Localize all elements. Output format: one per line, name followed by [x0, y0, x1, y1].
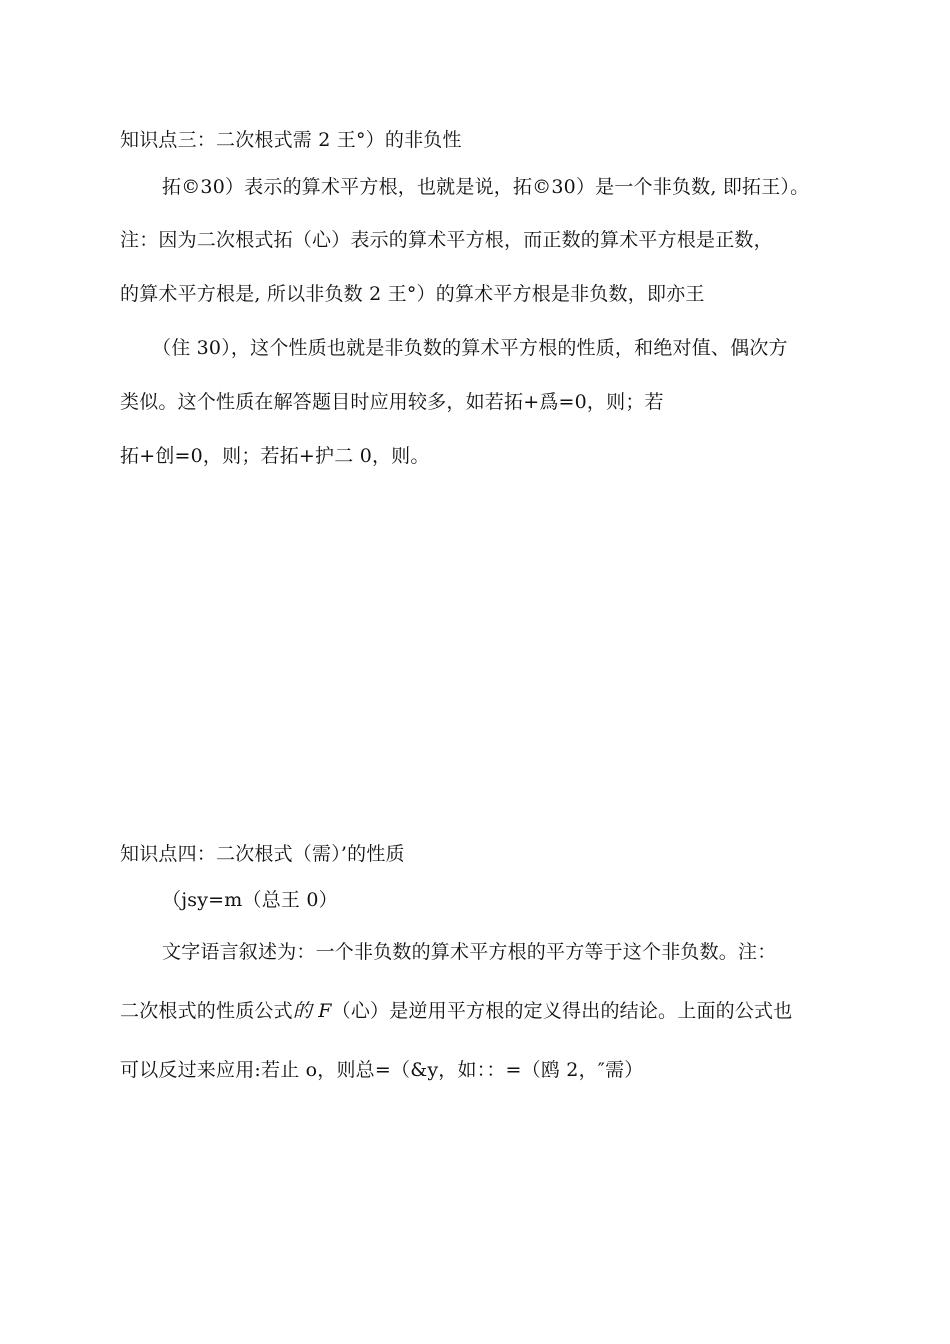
section3-line-6: 拓+创=0，则；若拓+护二 0，则。: [120, 445, 430, 467]
section4-line-2-part1: 二次根式的性质公式: [120, 1000, 293, 1022]
section3-line-2: 注：因为二次根式拓（心）表示的算术平方根，而正数的算术平方根是正数，: [120, 229, 773, 251]
section4-line-1: 文字语言叙述为：一个非负数的算术平方根的平方等于这个非负数。注：: [162, 941, 777, 963]
section3-line-3: 的算术平方根是, 所以非负数 2 王°）的算术平方根是非负数，即亦王: [120, 283, 705, 305]
section4-line-2-italic: 的 F: [292, 1000, 332, 1022]
section4-line-2: [120, 999, 792, 1023]
section3-line-5: 类似。这个性质在解答题目时应用较多，如若拓+爲=0，则；若: [120, 391, 664, 413]
section3-heading: 知识点三：二次根式需 2 王°）的非负性: [120, 129, 462, 151]
section4-line-2-part2: （心）是逆用平方根的定义得出的结论。上面的公式也: [331, 1000, 793, 1022]
section3-line-1: 拓©30）表示的算术平方根，也就是说，拓©30）是一个非负数, 即拓王）。: [162, 176, 810, 198]
section4-formula: （jsy=m（总王 0）: [162, 889, 338, 911]
section3-line-4: （住 30），这个性质也就是非负数的算术平方根的性质，和绝对值、偶次方: [152, 337, 788, 359]
section4-line-3: 可以反过来应用:若止 o，则总=（&y，如：：=（鸥 2，″需）: [120, 1059, 644, 1081]
section4-heading: 知识点四：二次根式（需）’的性质: [120, 843, 405, 865]
